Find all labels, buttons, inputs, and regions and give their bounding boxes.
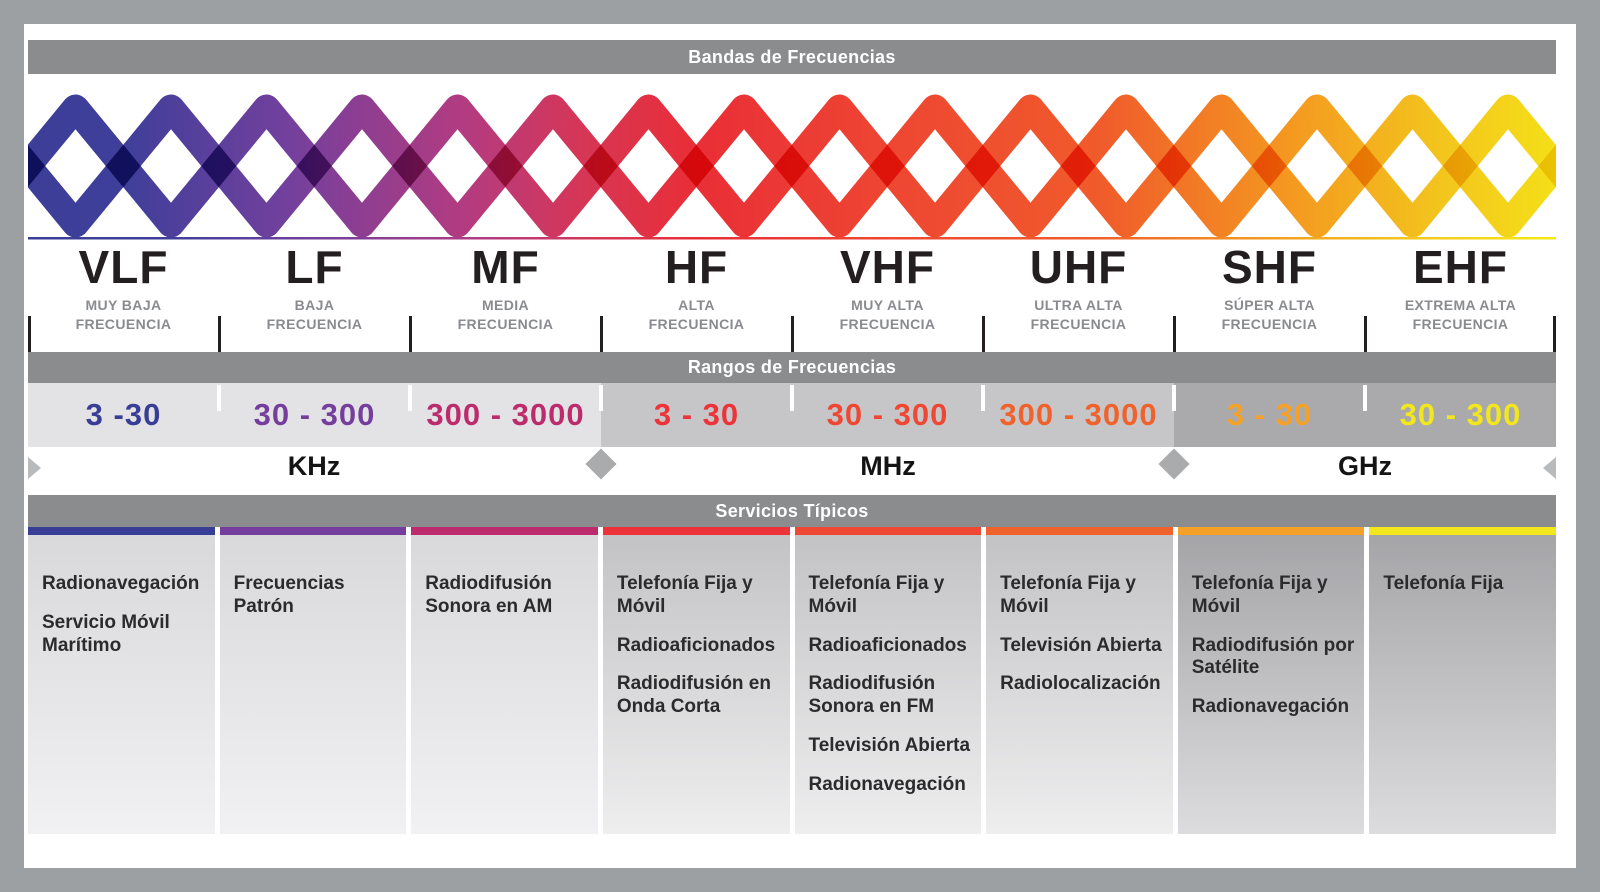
band-color-strip — [986, 527, 1173, 535]
unit-khz: KHz — [287, 451, 341, 481]
service-item: Radionavegación — [1191, 696, 1350, 718]
band-name: ALTA FRECUENCIA — [648, 296, 745, 333]
range-vhf: 30 - 300 — [792, 383, 983, 447]
band-abbr: VHF — [840, 241, 935, 293]
column-divider-tick — [1553, 316, 1556, 352]
service-item: Radiodifusión por Satélite — [1191, 634, 1355, 679]
range-divider-tick — [1363, 385, 1367, 411]
band-name: MEDIA FRECUENCIA — [457, 296, 554, 333]
band-name: MUY BAJA FRECUENCIA — [75, 296, 172, 333]
column-divider-tick — [218, 316, 221, 352]
range-divider-tick — [599, 385, 603, 411]
units-row — [28, 447, 1556, 488]
band-color-strip — [603, 527, 790, 535]
band-label-uhf — [983, 240, 1174, 352]
ranges-title-bar — [28, 352, 1556, 383]
column-divider-tick — [600, 316, 603, 352]
band-label-vlf — [28, 240, 219, 352]
service-item: Frecuencias Patrón — [233, 573, 345, 617]
unit-mhz: MHz — [860, 451, 916, 481]
bands-title: Bandas de Frecuencias — [688, 46, 896, 67]
services-column-hf — [603, 527, 790, 834]
band-name: BAJA FRECUENCIA — [266, 296, 363, 333]
service-item: Televisión Abierta — [808, 734, 971, 756]
services-columns — [28, 527, 1556, 834]
service-item: Radioaficionados — [616, 634, 776, 656]
column-divider-tick — [982, 316, 985, 352]
band-abbr: SHF — [1222, 241, 1317, 293]
range-uhf: 300 - 3000 — [983, 383, 1174, 447]
range-divider-tick — [408, 385, 412, 411]
band-name: ULTRA ALTA FRECUENCIA — [1030, 296, 1127, 333]
band-label-ehf — [1365, 240, 1556, 352]
infographic-canvas — [28, 24, 1556, 868]
services-title-bar — [28, 495, 1556, 527]
range-lf: 30 - 300 — [219, 383, 410, 447]
service-item: Televisión Abierta — [1000, 634, 1162, 656]
range-divider-tick — [981, 385, 985, 411]
service-item: Radiodifusión en Onda Corta — [616, 673, 771, 718]
spectrum-wave — [28, 92, 1556, 240]
service-item: Telefonía Fija y Móvil — [808, 573, 945, 617]
service-item: Telefonía Fija — [1383, 573, 1504, 594]
column-divider-tick — [791, 316, 794, 352]
unit-boundary-diamond — [1158, 448, 1189, 479]
service-item: Telefonía Fija y Móvil — [1191, 573, 1328, 617]
band-color-strip — [28, 527, 215, 535]
band-label-mf — [410, 240, 601, 352]
services-column-vlf — [28, 527, 215, 834]
range-shf: 3 - 30 — [1174, 383, 1365, 447]
services-column-shf — [1178, 527, 1365, 834]
band-abbr: HF — [664, 241, 729, 293]
service-item: Telefonía Fija y Móvil — [1000, 573, 1136, 617]
column-divider-tick — [28, 316, 31, 352]
service-item: Radiodifusión Sonora en FM — [808, 673, 936, 718]
services-title: Servicios Típicos — [715, 500, 869, 521]
band-label-hf — [601, 240, 792, 352]
services-column-mf — [411, 527, 598, 834]
service-item: Servicio Móvil Marítimo — [42, 611, 170, 656]
band-name: EXTREMA ALTA FRECUENCIA — [1404, 296, 1517, 333]
services-column-uhf — [986, 527, 1173, 834]
services-column-lf — [220, 527, 407, 834]
unit-ghz: GHz — [1338, 451, 1392, 481]
range-divider-tick — [1172, 385, 1176, 411]
range-divider-tick — [217, 385, 221, 411]
range-vlf: 3 -30 — [28, 383, 219, 447]
band-abbr: MF — [471, 241, 540, 293]
band-label-lf — [219, 240, 410, 352]
unit-edge-arrow-left — [28, 457, 41, 479]
band-label-shf — [1174, 240, 1365, 352]
range-divider-tick — [790, 385, 794, 411]
range-ehf: 30 - 300 — [1365, 383, 1556, 447]
services-column-vhf — [795, 527, 982, 834]
services-column-ehf — [1369, 527, 1556, 834]
frequency-ranges-row — [28, 383, 1556, 447]
service-item: Radionavegación — [42, 573, 200, 594]
bands-title-bar — [28, 40, 1556, 74]
column-divider-tick — [1173, 316, 1176, 352]
service-item: Radiodifusión Sonora en AM — [425, 573, 553, 617]
unit-boundary-diamond — [585, 448, 616, 479]
band-abbr: VLF — [78, 241, 169, 293]
band-color-strip — [1369, 527, 1556, 535]
band-name: SÚPER ALTA FRECUENCIA — [1221, 296, 1318, 333]
band-abbr: UHF — [1029, 241, 1128, 293]
service-item: Radiolocalización — [1000, 673, 1161, 695]
column-divider-tick — [1364, 316, 1367, 352]
band-abbr: EHF — [1413, 241, 1508, 293]
band-labels-row — [28, 240, 1556, 352]
band-color-strip — [1178, 527, 1365, 535]
ranges-title: Rangos de Frecuencias — [687, 357, 897, 377]
band-color-strip — [411, 527, 598, 535]
service-item: Radioaficionados — [808, 634, 967, 656]
band-color-strip — [795, 527, 982, 535]
column-divider-tick — [409, 316, 412, 352]
range-hf: 3 - 30 — [601, 383, 792, 447]
band-name: MUY ALTA FRECUENCIA — [839, 296, 936, 333]
range-mf: 300 - 3000 — [410, 383, 601, 447]
band-abbr: LF — [285, 241, 344, 293]
band-color-strip — [220, 527, 407, 535]
band-label-vhf — [792, 240, 983, 352]
unit-edge-arrow-right — [1543, 457, 1556, 479]
service-item: Radionavegación — [808, 773, 966, 795]
service-item: Telefonía Fija y Móvil — [616, 573, 753, 617]
